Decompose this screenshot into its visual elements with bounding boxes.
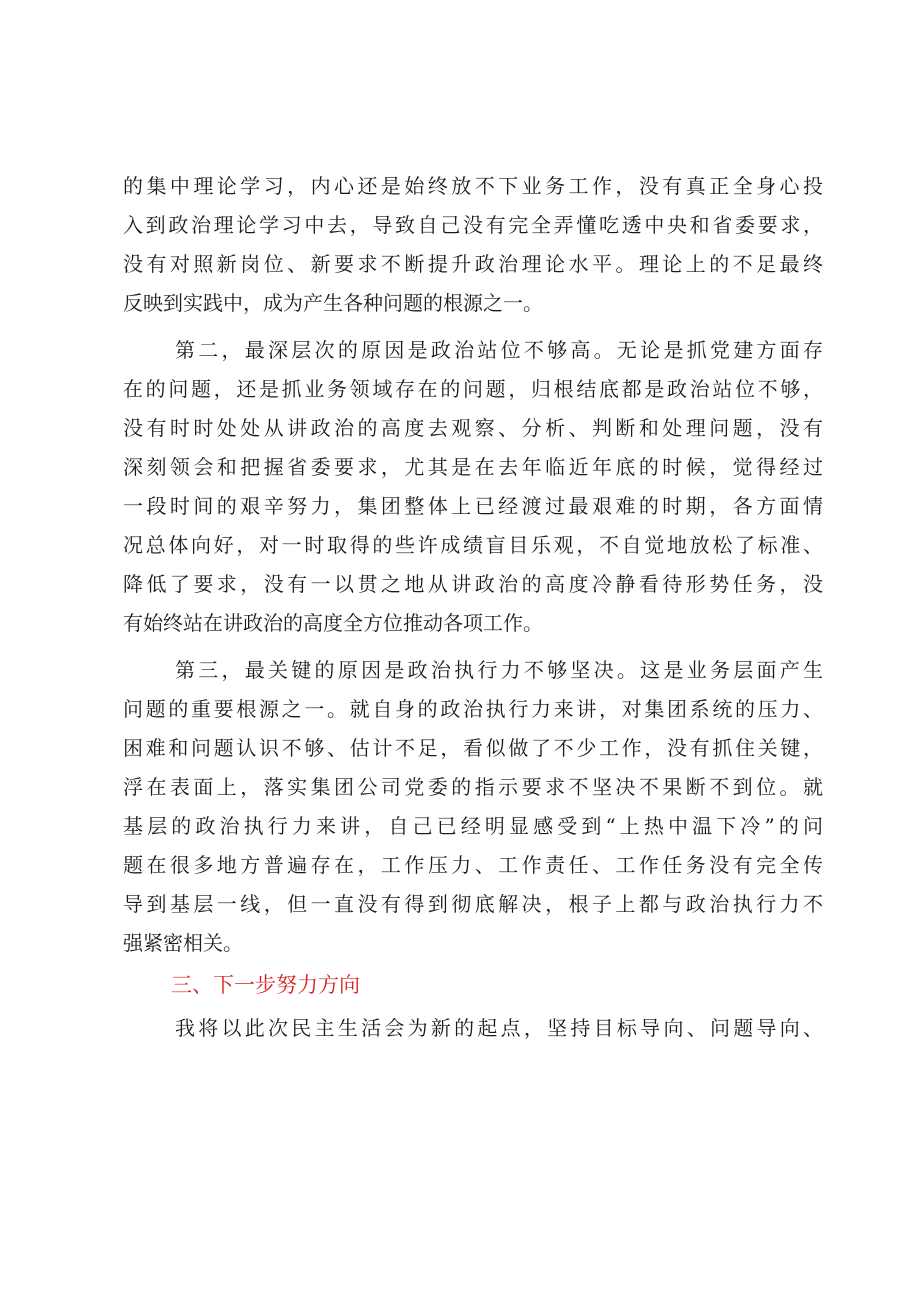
paragraph-line: 基层的政治执行力来讲，自己已经明显感受到“上热中温下冷”的问	[123, 814, 823, 838]
paragraph-line: 入到政治理论学习中去，导致自己没有完全弄懂吃透中央和省委要求，	[123, 213, 823, 237]
paragraph-line: 在的问题，还是抓业务领域存在的问题，归根结底都是政治站位不够，	[123, 377, 823, 401]
paragraph-line: 深刻领会和把握省委要求，尤其是在去年临近年底的时候，觉得经过	[123, 455, 823, 479]
paragraph-line: 没有对照新岗位、新要求不断提升政治理论水平。理论上的不足最终	[123, 252, 823, 276]
paragraph-line: 有始终站在讲政治的高度全方位推动各项工作。	[123, 611, 543, 635]
paragraph-line: 况总体向好，对一时取得的些许成绩盲目乐观，不自觉地放松了标准、	[123, 533, 823, 557]
paragraph-line: 第三，最关键的原因是政治执行力不够坚决。这是业务层面产生	[175, 658, 823, 682]
paragraph-line: 浮在表面上，落实集团公司党委的指示要求不坚决不果断不到位。就	[123, 775, 823, 799]
section-heading: 三、下一步努力方向	[171, 973, 360, 997]
paragraph-line: 我将以此次民主生活会为新的起点，坚持目标导向、问题导向、	[175, 1016, 823, 1040]
document-body	[123, 167, 823, 1048]
paragraph-line: 的集中理论学习，内心还是始终放不下业务工作，没有真正全身心投	[123, 174, 823, 198]
paragraph-line: 问题的重要根源之一。就自身的政治执行力来讲，对集团系统的压力、	[123, 697, 823, 721]
paragraph-3	[123, 651, 823, 963]
paragraph-line: 题在很多地方普遍存在，工作压力、工作责任、工作任务没有完全传	[123, 853, 823, 877]
paragraph-line: 降低了要求，没有一以贯之地从讲政治的高度冷静看待形势任务，没	[123, 572, 823, 596]
paragraph-line: 一段时间的艰辛努力，集团整体上已经渡过最艰难的时期，各方面情	[123, 494, 823, 518]
paragraph-1	[123, 167, 823, 323]
paragraph-line: 没有时时处处从讲政治的高度去观察、分析、判断和处理问题，没有	[123, 416, 823, 440]
paragraph-line: 导到基层一线，但一直没有得到彻底解决，根子上都与政治执行力不	[123, 892, 823, 916]
paragraph-line: 困难和问题认识不够、估计不足，看似做了不少工作，没有抓住关键，	[123, 736, 823, 760]
paragraph-4	[123, 1009, 823, 1048]
paragraph-line: 强紧密相关。	[123, 931, 243, 955]
paragraph-line: 反映到实践中，成为产生各种问题的根源之一。	[123, 291, 543, 315]
paragraph-line: 第二，最深层次的原因是政治站位不够高。无论是抓党建方面存	[175, 338, 823, 362]
paragraph-2	[123, 331, 823, 643]
